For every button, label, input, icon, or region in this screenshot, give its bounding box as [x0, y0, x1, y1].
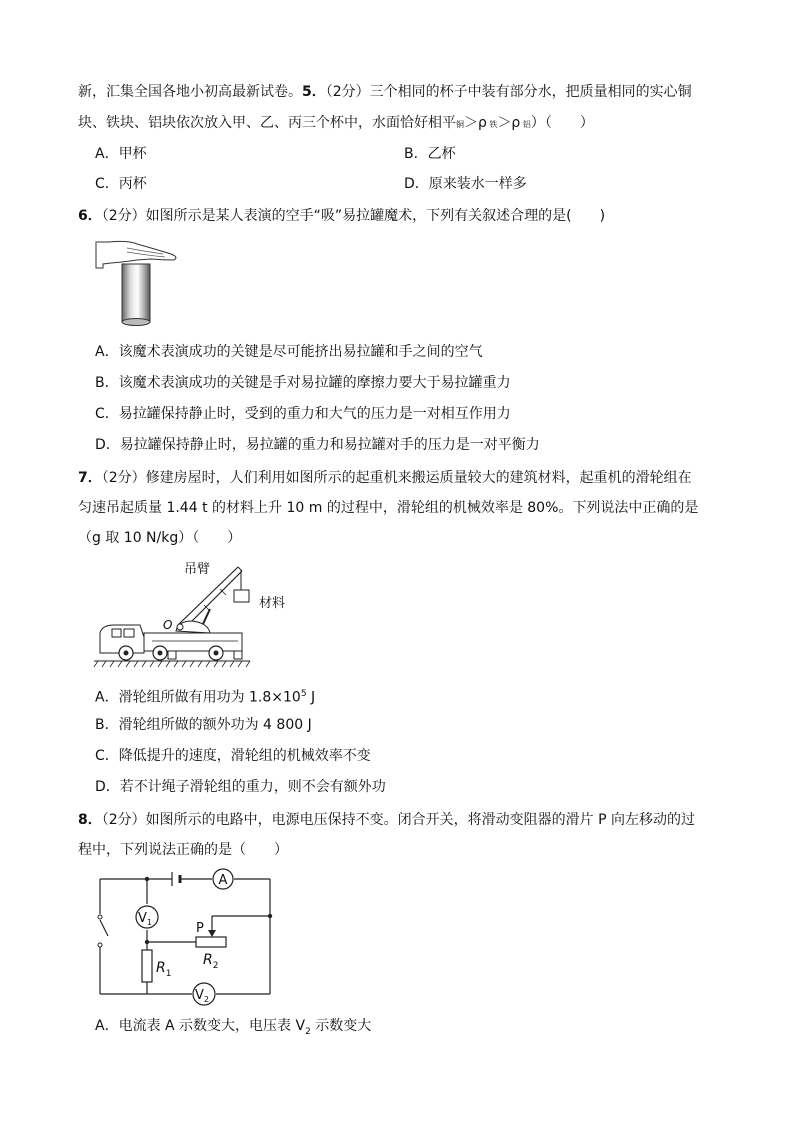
q8-number: 8． — [78, 812, 102, 828]
junction-mid — [145, 940, 149, 944]
q8-option-a-end: 示数变大 — [310, 1018, 372, 1034]
q6-option-d[interactable]: D．易拉罐保持静止时，易拉罐的重力和易拉罐对手的压力是一对平衡力 — [95, 437, 540, 453]
q5-option-b[interactable]: B．乙杯 — [404, 146, 456, 162]
q5-sub-fe: 铁 — [486, 120, 498, 129]
q7-option-a-unit: J — [306, 689, 316, 706]
q7-option-d[interactable]: D．若不计绳子滑轮组的重力，则不会有额外功 — [95, 779, 386, 795]
can-bottom — [122, 319, 150, 326]
wheel-3-hub — [214, 651, 219, 656]
q5-number: 5． — [302, 84, 326, 100]
v2-subscript: 2 — [203, 995, 209, 1004]
crane-pivot-label: O — [163, 618, 173, 632]
q5-option-a[interactable]: A．甲杯 — [95, 146, 147, 162]
q7-stem-text1: （2分）修建房屋时，人们利用如图所示的起重机来搬运质量较大的建筑材料，起重机的滑轮组在 — [101, 470, 692, 486]
circuit-figure — [92, 866, 282, 1006]
q5-sub-cu: 铜 — [456, 120, 464, 129]
ground-hatching — [94, 661, 250, 667]
q6-stem-text: （2分）如图所示是某人表演的空手“吸”易拉罐魔术，下列有关叙述合理的是( ) — [101, 208, 606, 224]
q5-gt1: ＞ρ — [464, 115, 487, 131]
rheostat-r2 — [196, 937, 226, 947]
q7-option-a-exponent: 5 — [300, 689, 307, 699]
q7-stem-line1 — [78, 468, 692, 488]
resistor-r1 — [142, 950, 152, 982]
rheostat-r2-label — [203, 952, 218, 971]
q7-stem-line3: （g 取 10 N/kg）（ ） — [78, 530, 242, 546]
q8-option-a-subscript: 2 — [305, 1026, 311, 1037]
junction-top — [145, 877, 149, 881]
can-magic-figure — [93, 238, 188, 330]
q5-stem-text2: 块、铁块、铝块依次放入甲、乙、丙三个杯中，水面恰好相平 — [78, 115, 456, 131]
q5-stem-text: （2分）三个相同的杯子中装有部分水，把质量相同的实心铜 — [325, 84, 692, 100]
q6-stem — [78, 206, 605, 226]
r2-subscript: 2 — [212, 961, 219, 971]
v1-subscript: 1 — [146, 918, 152, 927]
q5-source-text: 新，汇集全国各地小初高最新试卷。 — [78, 84, 302, 100]
switch-contact-bottom — [98, 943, 102, 947]
q5-sub-al: 铝 — [520, 120, 531, 129]
v1-letter: V — [138, 911, 147, 926]
r2-letter: R — [203, 952, 213, 968]
r1-letter: R — [156, 960, 166, 976]
q7-stem-line2: 匀速吊起质量 1.44 t 的材料上升 10 m 的过程中，滑轮组的机械效率是 80%。下列说法中正确的是 — [78, 500, 699, 516]
crane-material-label: 材料 — [259, 596, 286, 611]
can-body — [122, 264, 150, 322]
q8-option-a[interactable] — [95, 1016, 371, 1042]
v2-letter: V — [195, 988, 204, 1003]
wheel-1-hub — [124, 651, 129, 656]
hand-shape — [96, 241, 176, 264]
crane-boom-label: 吊臂 — [184, 562, 211, 577]
q5-stem-line2 — [78, 113, 594, 135]
q5-option-d[interactable]: D．原来装水一样多 — [404, 176, 527, 192]
switch-lever — [100, 920, 108, 936]
q8-stem-line1 — [78, 810, 695, 830]
q6-option-a[interactable]: A．该魔术表演成功的关键是尽可能挤出易拉罐和手之间的空气 — [95, 344, 483, 360]
pivot-circle — [177, 624, 183, 630]
resistor-r1-label — [156, 960, 171, 979]
q5-stem-end: ）（ ） — [530, 115, 594, 131]
ammeter-label: A — [218, 873, 228, 888]
slider-arrow-icon — [208, 930, 216, 937]
crane-figure — [92, 557, 302, 669]
q6-number: 6． — [78, 208, 102, 224]
cab-window-2 — [124, 629, 134, 637]
q7-number: 7． — [78, 470, 102, 486]
outrigger-2 — [234, 651, 242, 659]
q8-stem-line2: 程中，下列说法正确的是（ ） — [78, 842, 288, 858]
q8-option-a-text: A．电流表 A 示数变大，电压表 V — [95, 1018, 306, 1034]
q8-stem-text1: （2分）如图所示的电路中，电源电压保持不变。闭合开关，将滑动变阻器的滑片 P 向左移动的过 — [101, 812, 695, 828]
q7-option-a[interactable] — [95, 684, 315, 708]
junction-right — [268, 914, 272, 918]
q6-option-b[interactable]: B．该魔术表演成功的关键是手对易拉罐的摩擦力要大于易拉罐重力 — [95, 375, 511, 391]
r1-subscript: 1 — [165, 969, 172, 979]
material-box — [234, 590, 249, 602]
q7-option-a-text: A．滑轮组所做有用功为 1.8×10 — [95, 689, 301, 706]
q5-stem-line1 — [78, 82, 692, 102]
q6-option-c[interactable]: C．易拉罐保持静止时，受到的重力和大气的压力是一对相互作用力 — [95, 406, 511, 422]
q7-option-b[interactable]: B．滑轮组所做的额外功为 4 800 J — [95, 717, 312, 733]
slider-p-label: P — [196, 921, 204, 936]
wheel-2-hub — [158, 651, 163, 656]
outrigger-1 — [168, 651, 176, 659]
cab-window-1 — [112, 629, 121, 637]
switch-contact-top — [98, 915, 102, 919]
q5-gt2: ＞ρ — [497, 115, 521, 131]
boom-line-2 — [184, 571, 242, 629]
q7-option-c[interactable]: C．降低提升的速度，滑轮组的机械效率不变 — [95, 748, 371, 764]
q5-option-c[interactable]: C．丙杯 — [95, 176, 147, 192]
